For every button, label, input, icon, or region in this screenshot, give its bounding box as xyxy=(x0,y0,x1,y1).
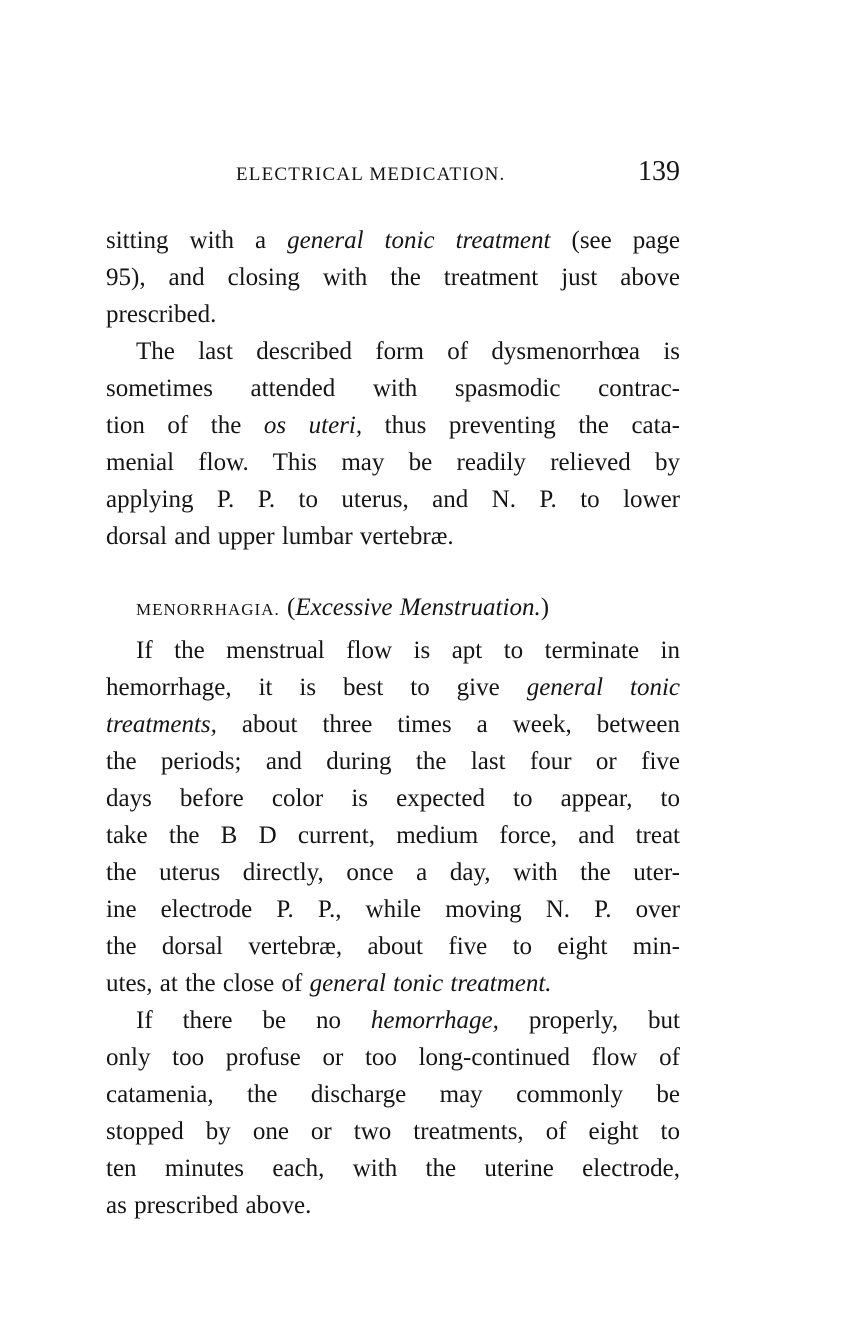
text-line xyxy=(106,1150,680,1187)
italic-text: hemorrhage, xyxy=(370,1007,499,1034)
text-segment: only too profuse or too long-continued flow of xyxy=(106,1044,680,1071)
text-line xyxy=(106,1039,680,1076)
text-segment: hemorrhage, it is best to give xyxy=(106,674,527,701)
italic-text: general tonic xyxy=(526,674,680,701)
text-line xyxy=(106,407,680,444)
text-line xyxy=(106,854,680,891)
text-line xyxy=(106,1187,680,1224)
text-line xyxy=(106,965,680,1002)
text-segment: ine electrode P. P., while moving N. P. over xyxy=(106,896,680,923)
text-line xyxy=(106,333,680,370)
text-segment: If there be no xyxy=(136,1007,371,1034)
text-segment: ( xyxy=(279,594,296,621)
text-line xyxy=(106,481,680,518)
italic-text: general tonic treatment. xyxy=(309,970,552,997)
page-body-text xyxy=(106,222,680,1224)
text-line xyxy=(106,259,680,296)
text-line xyxy=(106,370,680,407)
italic-text: Excessive Menstruation. xyxy=(295,594,541,621)
text-segment: menial flow. This may be readily relieved by xyxy=(106,449,680,476)
text-line xyxy=(106,444,680,481)
italic-text: os uteri, xyxy=(263,412,363,439)
text-segment: dorsal and upper lumbar vertebræ. xyxy=(106,523,454,550)
page-number: 139 xyxy=(638,156,680,187)
text-segment: (see page xyxy=(550,227,680,254)
section-heading xyxy=(106,589,680,626)
text-line xyxy=(106,222,680,259)
text-segment: If the menstrual flow is apt to terminate in xyxy=(136,637,680,664)
text-line xyxy=(106,296,680,333)
text-line xyxy=(106,669,680,706)
text-segment: The last described form of dysmenorrhœa is xyxy=(136,338,680,365)
text-line xyxy=(106,1002,680,1039)
text-segment: properly, but xyxy=(498,1007,681,1034)
text-segment: stopped by one or two treatments, of eight to xyxy=(106,1118,680,1145)
text-line xyxy=(106,928,680,965)
text-segment: days before color is expected to appear, to xyxy=(106,785,680,812)
text-segment: 95), and closing with the treatment just above xyxy=(106,264,680,291)
italic-text: treatments, xyxy=(106,711,217,738)
text-segment: utes, at the close of xyxy=(106,970,310,997)
text-segment: sometimes attended with spasmodic contrac- xyxy=(106,375,680,402)
text-segment: sitting with a xyxy=(106,227,288,254)
italic-text: general tonic treatment xyxy=(287,227,551,254)
text-segment: the periods; and during the last four or five xyxy=(106,748,680,775)
text-line xyxy=(106,891,680,928)
text-segment: as prescribed above. xyxy=(106,1192,312,1219)
text-segment: the uterus directly, once a day, with the uter- xyxy=(106,859,680,886)
text-segment: ten minutes each, with the uterine electrode, xyxy=(106,1155,680,1182)
text-segment: catamenia, the discharge may commonly be xyxy=(106,1081,680,1108)
text-segment: prescribed. xyxy=(106,301,217,328)
text-segment: the dorsal vertebræ, about five to eight min- xyxy=(106,933,680,960)
text-line xyxy=(106,780,680,817)
text-segment: tion of the xyxy=(106,412,264,439)
text-segment: take the B D current, medium force, and treat xyxy=(106,822,680,849)
running-header xyxy=(106,156,680,190)
small-caps-heading: MENORRHAGIA. xyxy=(136,600,280,619)
text-segment: thus preventing the cata- xyxy=(362,412,680,439)
text-line xyxy=(106,817,680,854)
text-segment: ) xyxy=(540,594,550,621)
text-segment: applying P. P. to uterus, and N. P. to lower xyxy=(106,486,680,513)
text-line xyxy=(106,706,680,743)
text-line xyxy=(106,518,680,555)
text-line xyxy=(106,743,680,780)
text-line xyxy=(106,632,680,669)
text-segment: about three times a week, between xyxy=(216,711,680,738)
running-title: ELECTRICAL MEDICATION. xyxy=(236,164,506,185)
text-line xyxy=(106,1113,680,1150)
text-line xyxy=(106,1076,680,1113)
